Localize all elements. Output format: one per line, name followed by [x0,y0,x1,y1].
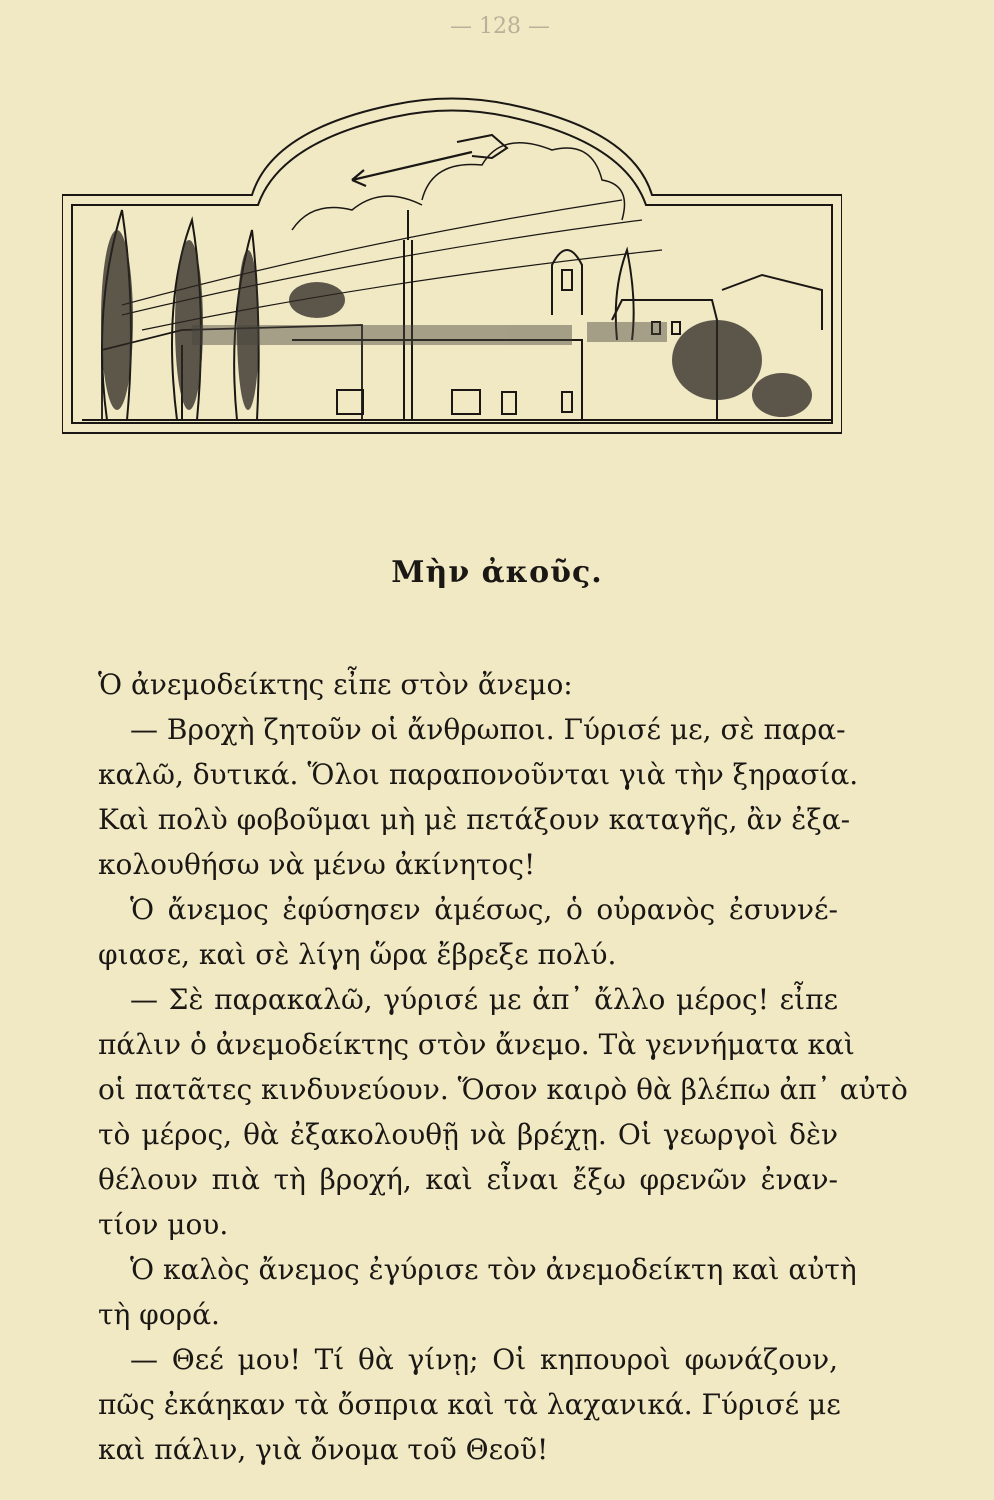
text-line: Ὁ καλὸς ἄνεμος ἐγύρισε τὸν ἀνεμοδείκτη καὶ αὐτὴ [130,1253,857,1286]
text-line: Καὶ πολὺ φοβοῦμαι μὴ μὲ πετάξουν καταγῆς, ἂν ἐξα- [98,803,851,836]
text-line: κολουθήσω νὰ μένω ἀκίνητος! [98,848,536,881]
text-line: — Σὲ παρακαλῶ, γύρισέ με ἀπ᾿ ἄλλο μέρος! εἶπε [130,983,838,1016]
page-number: — 128 — [450,14,550,39]
text-line: τίον μου. [98,1208,229,1241]
text-line: — Θεέ μου! Τί θὰ γίνῃ; Οἱ κηπουροὶ φωνάζουν, [130,1343,838,1376]
header-illustration [62,90,842,435]
text-line: — Βροχὴ ζητοῦν οἱ ἄνθρωποι. Γύρισέ με, σὲ παρα- [130,713,846,746]
text-line: καὶ πάλιν, γιὰ ὄνομα τοῦ Θεοῦ! [98,1433,549,1466]
chapter-title: Μὴν ἀκοῦς. [391,555,603,590]
text-line: θέλουν πιὰ τὴ βροχή, καὶ εἶναι ἔξω φρενῶν ἐναν- [98,1163,838,1196]
text-line: καλῶ, δυτικά. Ὅλοι παραπονοῦνται γιὰ τὴν ξηρασία. [98,758,859,791]
text-line: πῶς ἐκάηκαν τὰ ὄσπρια καὶ τὰ λαχανικά. Γύρισέ με [98,1388,841,1421]
text-line: Ὁ ἄνεμος ἐφύσησεν ἀμέσως, ὁ οὐρανὸς ἐσυννέ- [130,893,838,926]
text-line: τὸ μέρος, θὰ ἐξακολουθῇ νὰ βρέχῃ. Οἱ γεωργοὶ δὲν [98,1118,838,1151]
text-line: τὴ φορά. [98,1298,220,1331]
text-line: πάλιν ὁ ἀνεμοδείκτης στὸν ἄνεμο. Τὰ γεννήματα καὶ [98,1028,855,1061]
story-text [98,662,908,1472]
weathervane-village-illustration [62,90,842,435]
text-line: Ὁ ἀνεμοδείκτης εἶπε στὸν ἄνεμο: [98,668,573,701]
text-line: οἱ πατᾶτες κινδυνεύουν. Ὅσον καιρὸ θὰ βλέπω ἀπ᾿ αὐτὸ [98,1073,908,1106]
text-line: φιασε, καὶ σὲ λίγη ὥρα ἔβρεξε πολύ. [98,938,617,971]
